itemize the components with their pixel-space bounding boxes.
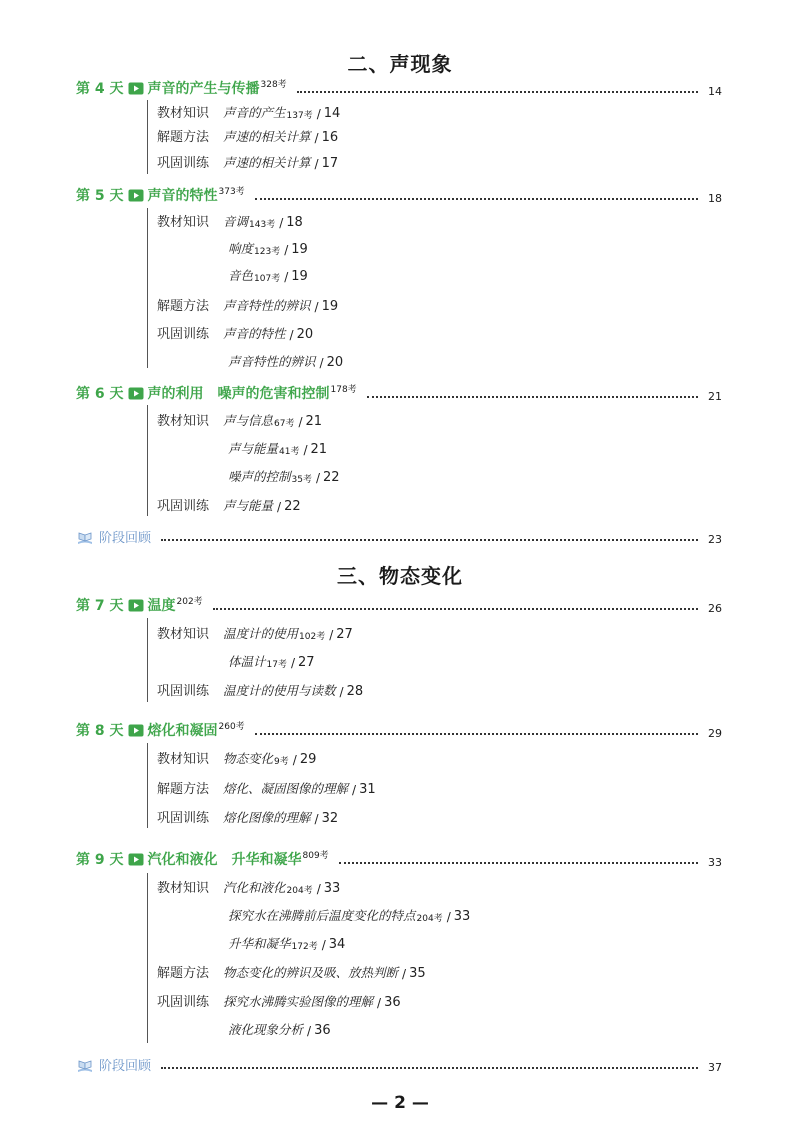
separator: /	[284, 270, 289, 284]
group-bracket	[147, 743, 148, 828]
item-topic: 升华和凝华	[228, 936, 291, 951]
toc-item[interactable]	[157, 961, 426, 981]
exam-count: 123考	[254, 247, 281, 257]
group-bracket	[147, 405, 148, 516]
item-category: 解题方法	[157, 966, 210, 981]
item-topic: 体温计	[228, 654, 266, 669]
separator: /	[314, 812, 319, 826]
page-number: 28	[346, 684, 364, 699]
separator: /	[352, 783, 357, 797]
exam-count: 41考	[279, 447, 300, 457]
exam-count: 107考	[254, 274, 281, 284]
item-category: 巩固训练	[157, 684, 210, 699]
toc-item[interactable]	[157, 101, 340, 121]
play-video-icon	[128, 387, 144, 400]
item-topic: 温度计的使用与读数	[223, 683, 336, 698]
dot-leader	[297, 91, 698, 93]
toc-item[interactable]	[157, 494, 301, 514]
separator: /	[329, 628, 334, 642]
item-topic: 声音特性的辨识	[228, 354, 316, 369]
item-category: 解题方法	[157, 782, 210, 797]
day-entry[interactable]	[76, 593, 722, 615]
item-topic: 声音特性的辨识	[223, 298, 311, 313]
page-number: 37	[708, 1061, 722, 1074]
exam-count: 204考	[286, 886, 313, 896]
toc-item[interactable]	[228, 264, 308, 284]
item-topic: 物态变化	[223, 751, 274, 766]
day-title: 声的利用 噪声的危害和控制$^{178考}$	[147, 385, 357, 402]
review-label: 阶段回顾	[99, 1059, 152, 1074]
toc-item[interactable]	[157, 679, 363, 699]
group-bracket	[147, 618, 148, 702]
review-entry[interactable]	[76, 1054, 722, 1074]
toc-item[interactable]	[157, 151, 338, 171]
toc-item[interactable]	[228, 350, 343, 370]
page-number: 16	[321, 130, 339, 145]
exam-count: 102考	[299, 632, 326, 642]
item-category: 教材知识	[157, 215, 210, 230]
item-topic: 噪声的控制	[228, 469, 291, 484]
exam-count: 35考	[291, 475, 312, 485]
toc-item[interactable]	[228, 932, 345, 952]
exam-count: 204考	[416, 914, 443, 924]
exam-count: 67考	[274, 419, 295, 429]
toc-item[interactable]	[157, 409, 322, 429]
page-number: 19	[321, 299, 339, 314]
review-label: 阶段回顾	[99, 531, 152, 546]
separator: /	[314, 300, 319, 314]
dot-leader	[161, 539, 698, 541]
item-topic: 温度计的使用	[223, 626, 299, 641]
page-number: 22	[323, 470, 340, 485]
page-number: 17	[321, 156, 339, 171]
page-number: 31	[359, 782, 376, 797]
exam-count: 260考	[218, 722, 245, 733]
play-video-icon	[128, 853, 144, 866]
toc-item[interactable]	[157, 990, 401, 1010]
item-topic: 声与能量	[228, 441, 279, 456]
item-topic: 熔化图像的理解	[223, 810, 311, 825]
item-category: 教材知识	[157, 752, 210, 767]
item-topic: 声音的特性	[223, 326, 286, 341]
separator: /	[315, 471, 321, 485]
page-number: 21	[310, 442, 328, 457]
toc-item[interactable]	[157, 294, 338, 314]
page-number: 21	[708, 390, 722, 403]
item-category: 巩固训练	[157, 156, 210, 171]
dot-leader	[255, 733, 698, 735]
day-label: 第 5 天	[76, 188, 124, 204]
exam-count: 373考	[218, 187, 245, 198]
review-entry[interactable]	[76, 526, 722, 546]
item-topic: 物态变化的辨识及吸、放热判断	[223, 965, 399, 980]
item-topic: 汽化和液化	[223, 880, 286, 895]
exam-count: 9考	[274, 757, 289, 767]
page-number: 22	[284, 499, 301, 514]
page-number: 23	[708, 533, 722, 546]
day-label: 第 6 天	[76, 386, 124, 402]
section-title: 三、物态变化	[337, 564, 463, 588]
page-number: 29	[299, 752, 317, 767]
separator: /	[316, 882, 321, 896]
toc-item[interactable]	[228, 650, 315, 670]
page-number: 14	[323, 106, 341, 121]
item-topic: 响度	[228, 241, 254, 256]
day-title: 声音的产生与传播$^{328考}$	[147, 80, 287, 97]
play-video-icon	[128, 82, 144, 95]
separator: /	[298, 415, 303, 429]
toc-item[interactable]	[157, 210, 303, 230]
group-bracket	[147, 208, 148, 368]
page-number: 33	[708, 856, 722, 869]
day-label: 第 8 天	[76, 723, 124, 739]
separator: /	[289, 328, 294, 342]
toc-item[interactable]	[157, 622, 353, 642]
page-number: 29	[708, 727, 722, 740]
exam-count: 137考	[286, 111, 313, 121]
review-book-icon	[76, 1058, 94, 1074]
toc-item[interactable]	[157, 125, 338, 145]
separator: /	[446, 910, 451, 924]
group-bracket	[147, 100, 148, 174]
page-footer: — 2 —	[371, 1093, 429, 1113]
exam-count: 172考	[291, 942, 318, 952]
page-number: 32	[321, 811, 339, 826]
page-number: 19	[291, 269, 308, 284]
dot-leader	[339, 862, 698, 864]
page-number: 21	[305, 414, 323, 429]
toc-item[interactable]	[157, 806, 338, 826]
item-topic: 音色	[228, 268, 254, 283]
separator: /	[303, 443, 308, 457]
day-label: 第 9 天	[76, 852, 124, 868]
item-category: 巩固训练	[157, 995, 210, 1010]
dot-leader	[367, 396, 698, 398]
day-entry[interactable]	[76, 718, 722, 740]
day-entry[interactable]	[76, 183, 722, 205]
exam-count: 17考	[266, 660, 287, 670]
item-topic: 声速的相关计算	[223, 155, 311, 170]
page-number: 18	[286, 215, 303, 230]
toc-item[interactable]	[228, 1018, 331, 1038]
dot-leader	[213, 608, 698, 610]
page-number: 33	[453, 909, 471, 924]
exam-count: 202考	[176, 597, 203, 608]
page-number: 36	[384, 995, 401, 1010]
item-topic: 液化现象分析	[228, 1022, 304, 1037]
dot-leader	[255, 198, 698, 200]
toc-item[interactable]	[157, 876, 340, 896]
toc-item[interactable]	[157, 777, 376, 797]
page-number: 20	[296, 327, 314, 342]
toc-item[interactable]	[228, 437, 327, 457]
page-number: 27	[298, 655, 315, 670]
separator: /	[316, 107, 321, 121]
separator: /	[377, 996, 382, 1010]
item-category: 教材知识	[157, 627, 210, 642]
play-video-icon	[128, 189, 144, 202]
exam-count: 178考	[330, 385, 357, 396]
day-entry[interactable]	[76, 76, 722, 98]
separator: /	[307, 1024, 312, 1038]
separator: /	[339, 685, 344, 699]
separator: /	[321, 938, 326, 952]
review-book-icon	[76, 530, 94, 546]
item-category: 巩固训练	[157, 327, 210, 342]
item-topic: 熔化、凝固图像的理解	[223, 781, 349, 796]
page-number: 19	[291, 242, 308, 257]
separator: /	[314, 131, 319, 145]
day-title: 熔化和凝固$^{260考}$	[147, 722, 245, 739]
page-number: 27	[336, 627, 353, 642]
separator: /	[277, 500, 282, 514]
page-number: 18	[708, 192, 722, 205]
item-category: 教材知识	[157, 881, 210, 896]
item-category: 教材知识	[157, 106, 210, 121]
page-number: 36	[314, 1023, 331, 1038]
day-label: 第 4 天	[76, 81, 124, 97]
item-topic: 声与信息	[223, 413, 274, 428]
item-category: 巩固训练	[157, 811, 210, 826]
item-category: 解题方法	[157, 130, 210, 145]
exam-count: 328考	[260, 80, 287, 91]
play-video-icon	[128, 724, 144, 737]
day-title: 汽化和液化 升华和凝华$^{809考}$	[147, 851, 329, 868]
item-category: 教材知识	[157, 414, 210, 429]
day-entry[interactable]	[76, 847, 722, 869]
item-topic: 探究水沸腾实验图像的理解	[223, 994, 374, 1009]
separator: /	[284, 243, 289, 257]
play-video-icon	[128, 599, 144, 612]
group-bracket	[147, 873, 148, 1043]
toc-item[interactable]	[228, 904, 470, 924]
day-title: 声音的特性$^{373考}$	[147, 187, 245, 204]
toc-item[interactable]	[157, 747, 316, 767]
page-number: 33	[323, 881, 341, 896]
day-entry[interactable]	[76, 381, 722, 403]
item-category: 巩固训练	[157, 499, 210, 514]
page-number: 34	[328, 937, 346, 952]
item-topic: 声音的产生	[223, 105, 286, 120]
day-title: 温度$^{202考}$	[147, 597, 203, 614]
page-number: 14	[708, 85, 722, 98]
toc-item[interactable]	[157, 322, 313, 342]
day-label: 第 7 天	[76, 598, 124, 614]
item-topic: 声速的相关计算	[223, 129, 311, 144]
section-title: 二、声现象	[347, 52, 453, 76]
toc-item[interactable]	[228, 465, 340, 485]
dot-leader	[161, 1067, 698, 1069]
page-number: 26	[708, 602, 722, 615]
separator: /	[319, 356, 324, 370]
separator: /	[402, 967, 407, 981]
separator: /	[314, 157, 319, 171]
item-topic: 探究水在沸腾前后温度变化的特点	[228, 908, 416, 923]
item-topic: 声与能量	[223, 498, 274, 513]
page-number: 20	[326, 355, 344, 370]
separator: /	[292, 753, 297, 767]
separator: /	[279, 216, 284, 230]
exam-count: 143考	[249, 220, 276, 230]
exam-count: 809考	[302, 851, 329, 862]
item-category: 解题方法	[157, 299, 210, 314]
separator: /	[290, 656, 296, 670]
toc-item[interactable]	[228, 237, 308, 257]
item-topic: 音调	[223, 214, 249, 229]
page-number: 35	[409, 966, 426, 981]
